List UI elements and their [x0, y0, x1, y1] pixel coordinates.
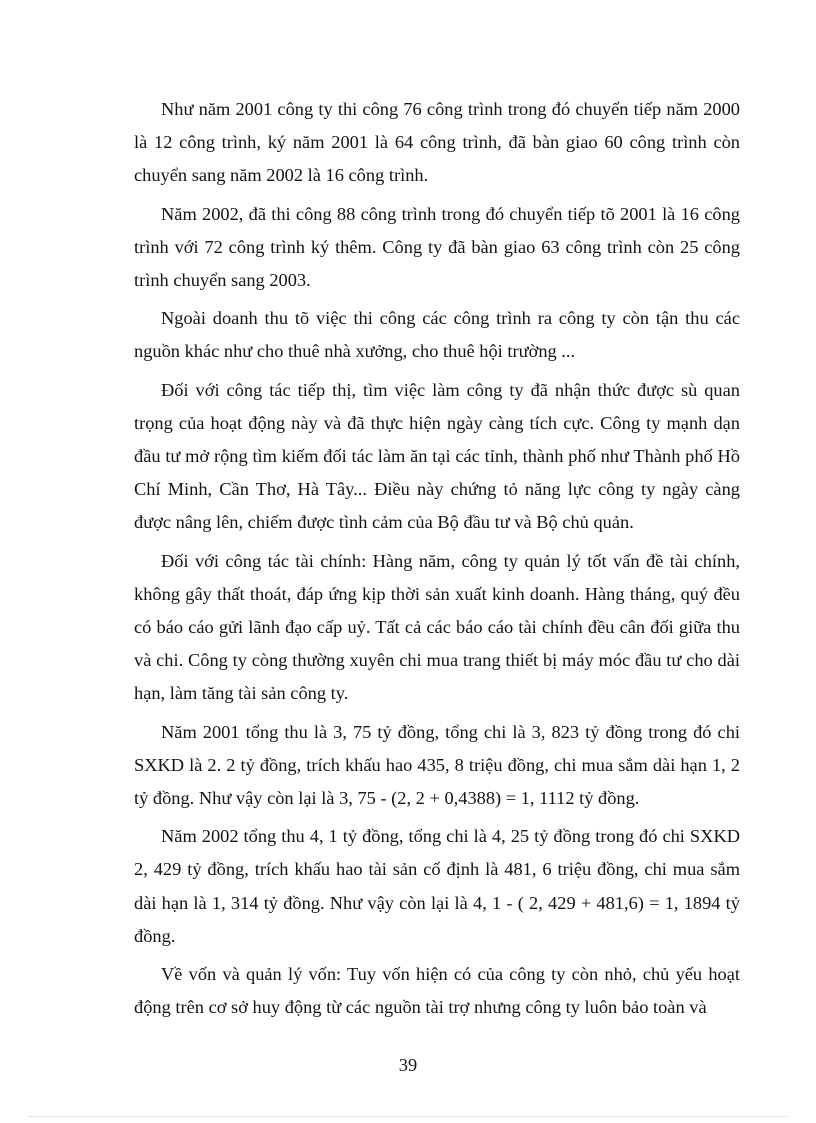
paragraph-8: Về vốn và quản lý vốn: Tuy vốn hiện có của công ty còn nhỏ, chủ yếu hoạt động trên cơ sở huy động từ các nguồn tài trợ nhưng công ty luôn bảo toàn và — [134, 964, 740, 1018]
paragraph-5: Đối với công tác tài chính: Hàng năm, công ty quản lý tốt vấn đề tài chính, không gây thất thoát, đáp ứng kịp thời sản xuất kinh doanh. Hàng tháng, quý đều có báo cáo gửi lãnh đạo cấp uỷ. Tất cả các báo cáo tài chính đều cân đối giữa thu và chi. Công ty còng thường xuyên chi mua trang thiết bị máy móc đầu tư cho dài hạn, làm tăng tài sản công ty. — [134, 550, 740, 704]
paragraph-6: Năm 2001 tổng thu là 3, 75 tỷ đồng, tổng chi là 3, 823 tỷ đồng trong đó chi SXKD là 2. 2 tỷ đồng, trích khấu hao 435, 8 triệu đồng, chi mua sắm dài hạn 1, 2 tỷ đồng. Như vậy còn lại là 3, 75 - (2, 2 + 0,4388) = 1, 1112 tỷ đồng. — [134, 721, 740, 809]
paragraph-2: Năm 2002, đã thi công 88 công trình trong đó chuyển tiếp tõ 2001 là 16 công trình với 72 công trình ký thêm. Công ty đã bàn giao 63 công trình còn 25 công trình chuyển sang 2003. — [134, 203, 740, 291]
page-bottom-divider — [28, 1116, 788, 1117]
paragraph-4: Đối với công tác tiếp thị, tìm việc làm công ty đã nhận thức được sù quan trọng của hoạt động này và đã thực hiện ngày càng tích cực. Công ty mạnh dạn đầu tư mở rộng tìm kiếm đối tác làm ăn tại các tỉnh, thành phố như Thành phố Hồ Chí Minh, Cần Thơ, Hà Tây... Điều này chứng tỏ năng lực công ty ngày càng được nâng lên, chiếm được tình cảm của Bộ đầu tư và Bộ chủ quản. — [134, 379, 740, 533]
page-number: 39 — [398, 1055, 418, 1075]
paragraph-3: Ngoài doanh thu tõ việc thi công các công trình ra công ty còn tận thu các nguồn khác như cho thuê nhà xưởng, cho thuê hội trường ... — [134, 308, 740, 362]
body-text — [134, 93, 740, 1029]
paragraph-1: Như năm 2001 công ty thi công 76 công trình trong đó chuyển tiếp năm 2000 là 12 công trình, ký năm 2001 là 64 công trình, đã bàn giao 60 công trình còn chuyển sang năm 2002 là 16 công trình. — [134, 99, 740, 186]
paragraph-7: Năm 2002 tổng thu 4, 1 tỷ đồng, tổng chi là 4, 25 tỷ đồng trong đó chi SXKD 2, 429 tỷ đồng, trích khấu hao tài sản cố định là 481, 6 triệu đồng, chi mua sắm dài hạn là 1, 314 tỷ đồng. Như vậy còn lại là 4, 1 - ( 2, 429 + 481,6) = 1, 1894 tỷ đồng. — [134, 826, 740, 946]
